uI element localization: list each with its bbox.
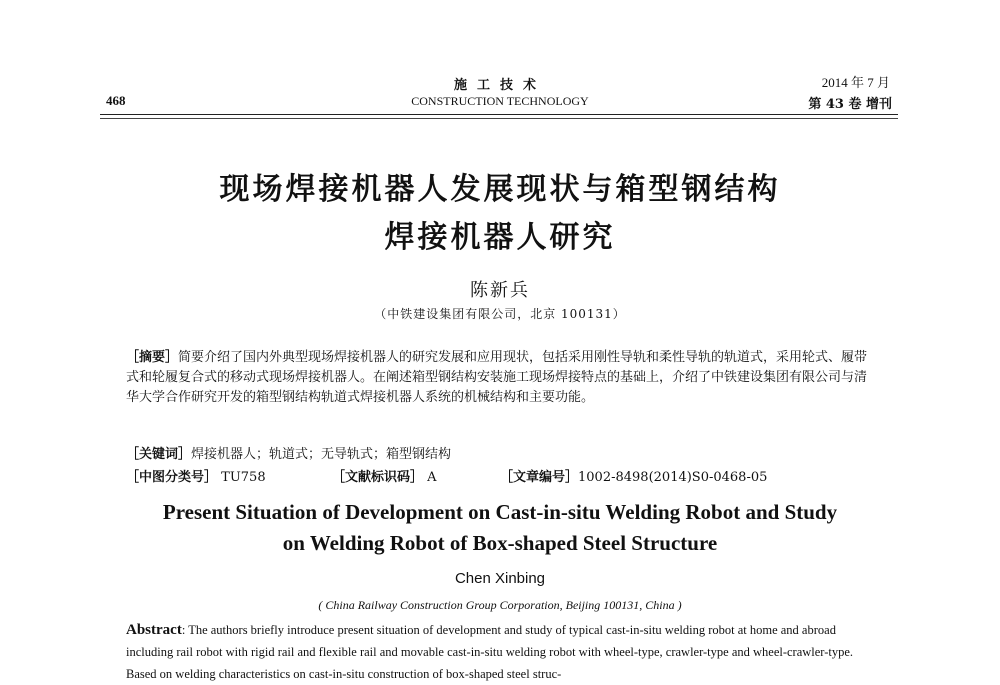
clc-value: TU758: [221, 470, 266, 485]
abstract-cn-text: 简要介绍了国内外典型现场焊接机器人的研究发展和应用现状，包括采用刚性导轨和柔性导轨的轨道式，采用轮式、履带式和轮履复合式的移动式现场焊接机器人。在阐述箱型钢结构安装施工现场焊接特点的基础上，介绍了中铁建设集团有限公司与清华大学合作研究开发的箱型钢结构轨道式焊接机器人系统的机械结构和主要功能。: [126, 350, 868, 405]
header-rule-bottom: [100, 118, 898, 119]
keywords-cn-text: 焊接机器人；轨道式；无导轨式；箱型钢结构: [191, 447, 452, 462]
abstract-en: [126, 619, 876, 685]
abstract-cn: [126, 348, 878, 408]
volume-info: 第 43 卷 增刊: [808, 97, 892, 112]
title-en-line1: Present Situation of Development on Cast-in-situ Welding Robot and Study: [162, 500, 838, 524]
page-number: 468: [106, 93, 126, 108]
article-label: ［文章编号］: [500, 470, 579, 485]
title-cn-line1: 现场焊接机器人发展现状与箱型钢结构: [219, 172, 781, 207]
title-cn-line2: 焊接机器人研究: [384, 220, 616, 255]
author-en: Chen Xinbing: [454, 570, 546, 587]
title-en-line2: on Welding Robot of Box-shaped Steel Structure: [282, 531, 718, 555]
header-rule-top: [100, 114, 898, 115]
abstract-cn-label: ［摘要］: [126, 350, 179, 365]
issue-date: 2014 年 7 月: [821, 75, 890, 90]
abstract-en-label: Abstract: [126, 622, 182, 638]
article-number: [500, 466, 767, 485]
keywords-cn: [126, 443, 451, 462]
keywords-cn-label: ［关键词］: [126, 447, 192, 462]
affiliation-cn: （中铁建设集团有限公司，北京 100131）: [374, 307, 626, 321]
affiliation-en: ( China Railway Construction Group Corporation, Beijing 100131, China ): [318, 598, 682, 612]
article-value: 1002-8498(2014)S0-0468-05: [578, 470, 768, 485]
clc-number: [126, 466, 266, 485]
author-cn: 陈新兵: [470, 280, 530, 301]
journal-name-cn: 施工技术: [453, 78, 546, 93]
clc-label: ［中图分类号］: [126, 470, 218, 485]
abstract-en-text: : The authors briefly introduce present situation of development and study of typical cast-in-situ welding robot at home and abroad including rail robot with rigid rail and flexible rail and movable cast-in-situ welding robot with wheel-type, crawler-type and wheel-crawler-type. Based on welding characteristics on cast-in-situ construction of box-shaped steel struc-: [126, 623, 854, 681]
doc-value: A: [427, 470, 437, 485]
document-code: [332, 466, 437, 485]
journal-name-en: CONSTRUCTION TECHNOLOGY: [411, 94, 589, 108]
doc-label: ［文献标识码］: [332, 470, 424, 485]
